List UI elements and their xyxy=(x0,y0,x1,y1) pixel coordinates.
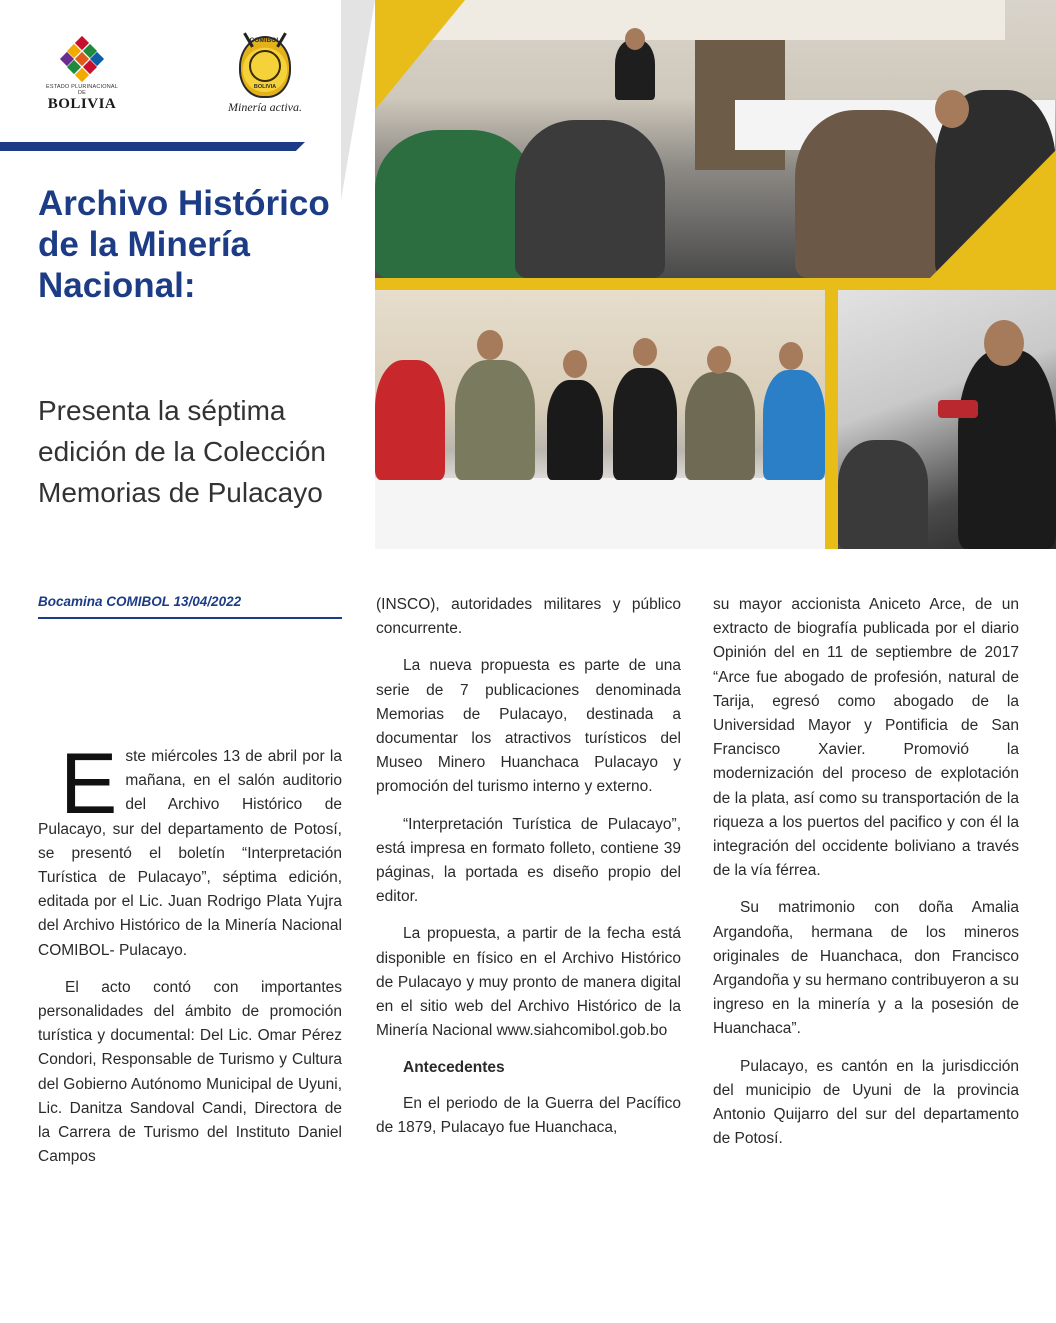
paragraph-text: ste miércoles 13 de abril por la mañana, en el salón auditorio del Archivo Histórico de Pulacayo, sur del departamento de Potosí, se presentó el boletín “Interpretación Turística de Pulacayo”, séptima edición, editada por el Lic. Juan Rodrigo Plata Yujra del Archivo Histórico de la Minería Nacional COMIBOL- Pulacayo. xyxy=(38,748,342,959)
bolivia-emblem-icon xyxy=(62,38,102,80)
comibol-tagline: Minería activa. xyxy=(228,100,302,114)
paragraph: “Interpretación Turística de Pulacayo”, está impresa en formato folleto, contiene 39 páginas, la portada es diseño propio del editor. xyxy=(376,815,681,906)
bolivia-logo-small-text: ESTADO PLURINACIONAL DE xyxy=(45,84,119,96)
section-heading: Antecedentes xyxy=(403,1059,505,1077)
paragraph: La nueva propuesta es parte de una serie de 7 publicaciones denominada Memorias de Pulacayo, destinada a documentar los atractivos turísticos del Museo Minero Huanchaca Pulacayo y promoción del turismo interno y externo. xyxy=(376,657,681,796)
photo-press-interview xyxy=(838,290,1056,549)
comibol-logo-name: COMIBOL xyxy=(249,37,281,44)
decorative-yellow-divider xyxy=(825,290,838,549)
article-column-3 xyxy=(713,593,1019,1164)
paragraph: En el periodo de la Guerra del Pacífico de 1879, Pulacayo fue Huanchaca, xyxy=(376,1094,681,1136)
article-column-1 xyxy=(38,736,342,1182)
header-logos xyxy=(0,0,345,150)
drop-cap: E xyxy=(60,736,118,832)
article-subtitle: Presenta la séptima edición de la Colección Memorias de Pulacayo xyxy=(38,395,326,508)
comibol-logo xyxy=(222,36,308,115)
paragraph: (INSCO), autoridades militares y público concurrente. xyxy=(376,596,681,638)
article-source: Bocamina COMIBOL 13/04/2022 xyxy=(38,594,242,609)
article-column-2 xyxy=(376,593,681,1153)
photo-group-officials xyxy=(375,290,825,549)
bolivia-logo-text: BOLIVIA xyxy=(47,96,117,112)
comibol-logo-country: BOLIVIA xyxy=(253,84,277,90)
decorative-gray-triangle xyxy=(341,0,375,200)
paragraph: su mayor accionista Aniceto Arce, de un extracto de biografía publicada por el diario Opinión del en 11 de septiembre de 2017 “Arce fue abogado de profesión, natural de Tarija, egresó como abogado de la Universidad Mayor y Pontificia de San Francisco Xavier. Promovió la modernización del proceso de explotación de la plata, así como su transportación de la riqueza a los puertos del pacifico y con él la integración del occidente boliviano a través de la vía férrea. xyxy=(713,596,1019,880)
paragraph: Pulacayo, es cantón en la jurisdicción del municipio de Uyuni de la provincia Antonio Quijarro del sur del departamento de Potosí. xyxy=(713,1057,1019,1148)
photo-auditorium-event xyxy=(375,0,1056,278)
header-blue-bar xyxy=(0,142,305,151)
bolivia-logo xyxy=(44,38,120,113)
paragraph: Su matrimonio con doña Amalia Argandoña, hermana de los mineros originales de Huanchaca, don Francisco Argandoña y su hermano contribuyeron a su ingreso en la minería y a la posesión de Huanchaca”. xyxy=(713,899,1019,1038)
comibol-badge-icon xyxy=(239,36,291,98)
paragraph: El acto contó con importantes personalidades del ámbito de promoción turística y documental: Del Lic. Omar Pérez Condori, Responsable de Turismo y Cultura del Gobierno Autónomo Municipal de Uyuni, Lic. Danitza Sandoval Candi, Directora de la Carrera de Turismo del Instituto Daniel Campos xyxy=(38,978,342,1166)
decorative-yellow-band xyxy=(375,278,1056,290)
source-divider xyxy=(38,617,342,619)
paragraph xyxy=(38,736,342,963)
paragraph: La propuesta, a partir de la fecha está disponible en físico en el Archivo Histórico de Pulacayo y muy pronto de manera digital en el sitio web del Archivo Histórico de la Minería Nacional www.siahcomibol.gob.bo xyxy=(376,925,681,1040)
article-title: Archivo Histórico de la Minería Nacional: xyxy=(38,184,330,305)
